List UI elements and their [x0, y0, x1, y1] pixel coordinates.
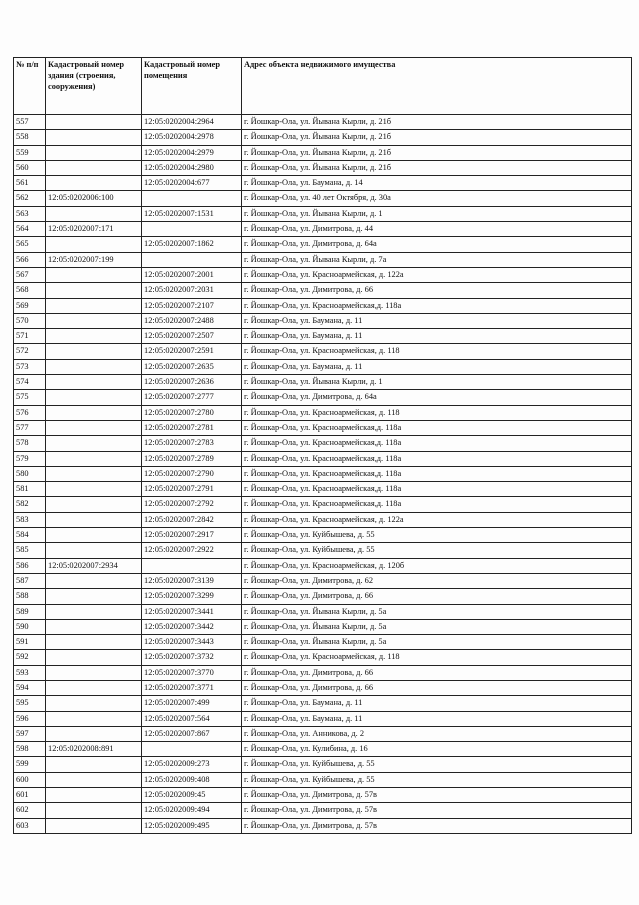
header-row: [14, 58, 632, 115]
row-number-cell: 585: [14, 543, 46, 558]
building-cadastral-cell: [46, 420, 142, 435]
premises-cadastral-cell: 12:05:0202009:495: [142, 818, 242, 833]
premises-cadastral-cell: 12:05:0202007:2636: [142, 375, 242, 390]
table-row: [14, 635, 632, 650]
row-number-cell: 598: [14, 742, 46, 757]
address-cell: г. Йошкар-Ола, ул. Красноармейская, д. 118: [242, 650, 632, 665]
building-cadastral-cell: [46, 375, 142, 390]
building-cadastral-cell: [46, 635, 142, 650]
building-cadastral-cell: [46, 344, 142, 359]
building-cadastral-cell: [46, 145, 142, 160]
building-cadastral-cell: [46, 573, 142, 588]
building-cadastral-cell: [46, 711, 142, 726]
address-cell: г. Йошкар-Ола, ул. Куйбышева, д. 55: [242, 757, 632, 772]
row-number-cell: 581: [14, 482, 46, 497]
building-cadastral-cell: [46, 390, 142, 405]
building-cadastral-cell: [46, 482, 142, 497]
row-number-cell: 600: [14, 772, 46, 787]
building-cadastral-cell: [46, 696, 142, 711]
address-cell: г. Йошкар-Ола, ул. Красноармейская,д. 118а: [242, 420, 632, 435]
premises-cadastral-cell: [142, 742, 242, 757]
building-cadastral-cell: [46, 283, 142, 298]
address-cell: г. Йошкар-Ола, ул. Красноармейская, д. 120б: [242, 558, 632, 573]
table-row: [14, 176, 632, 191]
row-number-cell: 592: [14, 650, 46, 665]
table-row: [14, 696, 632, 711]
address-cell: г. Йошкар-Ола, ул. Баумана, д. 11: [242, 711, 632, 726]
address-cell: г. Йошкар-Ола, ул. Йывана Кырли, д. 1: [242, 375, 632, 390]
address-cell: г. Йошкар-Ола, ул. Красноармейская,д. 118а: [242, 451, 632, 466]
premises-cadastral-cell: 12:05:0202007:2107: [142, 298, 242, 313]
table-row: [14, 726, 632, 741]
table-row: [14, 237, 632, 252]
premises-cadastral-cell: 12:05:0202004:2980: [142, 160, 242, 175]
row-number-cell: 564: [14, 222, 46, 237]
row-number-cell: 589: [14, 604, 46, 619]
address-cell: г. Йошкар-Ола, ул. Красноармейская, д. 122а: [242, 267, 632, 282]
building-cadastral-cell: [46, 512, 142, 527]
building-cadastral-cell: [46, 589, 142, 604]
row-number-cell: 558: [14, 130, 46, 145]
row-number-cell: 579: [14, 451, 46, 466]
address-cell: г. Йошкар-Ола, ул. Красноармейская,д. 118а: [242, 466, 632, 481]
address-cell: г. Йошкар-Ола, ул. Йывана Кырли, д. 5а: [242, 604, 632, 619]
row-number-cell: 587: [14, 573, 46, 588]
row-number-cell: 561: [14, 176, 46, 191]
table-row: [14, 130, 632, 145]
premises-cadastral-cell: 12:05:0202007:1862: [142, 237, 242, 252]
row-number-cell: 601: [14, 788, 46, 803]
building-cadastral-cell: [46, 405, 142, 420]
premises-cadastral-cell: 12:05:0202007:2791: [142, 482, 242, 497]
row-number-cell: 569: [14, 298, 46, 313]
row-number-cell: 591: [14, 635, 46, 650]
premises-cadastral-cell: 12:05:0202007:3299: [142, 589, 242, 604]
building-cadastral-cell: [46, 726, 142, 741]
table-row: [14, 267, 632, 282]
building-cadastral-cell: [46, 619, 142, 634]
premises-cadastral-cell: 12:05:0202007:3770: [142, 665, 242, 680]
building-cadastral-cell: [46, 359, 142, 374]
premises-cadastral-cell: [142, 558, 242, 573]
building-cadastral-cell: [46, 176, 142, 191]
table-row: [14, 160, 632, 175]
row-number-cell: 567: [14, 267, 46, 282]
row-number-cell: 594: [14, 680, 46, 695]
premises-cadastral-cell: 12:05:0202007:2777: [142, 390, 242, 405]
building-cadastral-cell: [46, 650, 142, 665]
building-cadastral-cell: [46, 313, 142, 328]
address-cell: г. Йошкар-Ола, ул. Красноармейская, д. 122а: [242, 512, 632, 527]
table-row: [14, 451, 632, 466]
premises-cadastral-cell: 12:05:0202007:2792: [142, 497, 242, 512]
premises-cadastral-cell: [142, 222, 242, 237]
row-number-cell: 597: [14, 726, 46, 741]
table-row: [14, 145, 632, 160]
premises-cadastral-cell: 12:05:0202007:3732: [142, 650, 242, 665]
row-number-cell: 595: [14, 696, 46, 711]
address-cell: г. Йошкар-Ола, ул. Йывана Кырли, д. 21б: [242, 160, 632, 175]
premises-cadastral-cell: 12:05:0202007:1531: [142, 206, 242, 221]
building-cadastral-cell: [46, 329, 142, 344]
header-row-number: № п/п: [14, 58, 46, 115]
premises-cadastral-cell: 12:05:0202007:2789: [142, 451, 242, 466]
building-cadastral-cell: [46, 237, 142, 252]
premises-cadastral-cell: 12:05:0202007:2917: [142, 528, 242, 543]
address-cell: г. Йошкар-Ола, ул. Димитрова, д. 57в: [242, 818, 632, 833]
address-cell: г. Йошкар-Ола, ул. Йывана Кырли, д. 21б: [242, 145, 632, 160]
table-row: [14, 344, 632, 359]
premises-cadastral-cell: 12:05:0202009:408: [142, 772, 242, 787]
table-row: [14, 512, 632, 527]
building-cadastral-cell: [46, 436, 142, 451]
premises-cadastral-cell: 12:05:0202004:2978: [142, 130, 242, 145]
table-row: [14, 772, 632, 787]
premises-cadastral-cell: 12:05:0202007:867: [142, 726, 242, 741]
premises-cadastral-cell: 12:05:0202007:3443: [142, 635, 242, 650]
premises-cadastral-cell: 12:05:0202007:2507: [142, 329, 242, 344]
table-row: [14, 313, 632, 328]
premises-cadastral-cell: 12:05:0202009:494: [142, 803, 242, 818]
address-cell: г. Йошкар-Ола, ул. Димитрова, д. 64а: [242, 237, 632, 252]
row-number-cell: 563: [14, 206, 46, 221]
address-cell: г. Йошкар-Ола, ул. Красноармейская,д. 118а: [242, 436, 632, 451]
address-cell: г. Йошкар-Ола, ул. Анникова, д. 2: [242, 726, 632, 741]
table-row: [14, 420, 632, 435]
table-row: [14, 803, 632, 818]
premises-cadastral-cell: 12:05:0202007:2781: [142, 420, 242, 435]
address-cell: г. Йошкар-Ола, ул. Баумана, д. 11: [242, 329, 632, 344]
building-cadastral-cell: 12:05:0202008:891: [46, 742, 142, 757]
table-row: [14, 742, 632, 757]
row-number-cell: 590: [14, 619, 46, 634]
building-cadastral-cell: [46, 680, 142, 695]
row-number-cell: 565: [14, 237, 46, 252]
row-number-cell: 557: [14, 115, 46, 130]
address-cell: г. Йошкар-Ола, ул. Димитрова, д. 57в: [242, 803, 632, 818]
table-row: [14, 604, 632, 619]
row-number-cell: 586: [14, 558, 46, 573]
building-cadastral-cell: [46, 160, 142, 175]
row-number-cell: 588: [14, 589, 46, 604]
row-number-cell: 583: [14, 512, 46, 527]
address-cell: г. Йошкар-Ола, ул. Куйбышева, д. 55: [242, 528, 632, 543]
table-row: [14, 589, 632, 604]
row-number-cell: 576: [14, 405, 46, 420]
address-cell: г. Йошкар-Ола, ул. Димитрова, д. 66: [242, 680, 632, 695]
row-number-cell: 596: [14, 711, 46, 726]
row-number-cell: 578: [14, 436, 46, 451]
table-row: [14, 252, 632, 267]
table-row: [14, 283, 632, 298]
row-number-cell: 559: [14, 145, 46, 160]
address-cell: г. Йошкар-Ола, ул. Куйбышева, д. 55: [242, 772, 632, 787]
building-cadastral-cell: [46, 772, 142, 787]
building-cadastral-cell: [46, 757, 142, 772]
address-cell: г. Йошкар-Ола, ул. Красноармейская, д. 118: [242, 344, 632, 359]
premises-cadastral-cell: 12:05:0202007:3139: [142, 573, 242, 588]
table-row: [14, 680, 632, 695]
premises-cadastral-cell: 12:05:0202007:2031: [142, 283, 242, 298]
building-cadastral-cell: [46, 803, 142, 818]
premises-cadastral-cell: 12:05:0202007:3442: [142, 619, 242, 634]
row-number-cell: 599: [14, 757, 46, 772]
address-cell: г. Йошкар-Ола, ул. Йывана Кырли, д. 5а: [242, 619, 632, 634]
address-cell: г. Йошкар-Ола, ул. Йывана Кырли, д. 5а: [242, 635, 632, 650]
address-cell: г. Йошкар-Ола, ул. Димитрова, д. 66: [242, 283, 632, 298]
building-cadastral-cell: [46, 497, 142, 512]
table-row: [14, 436, 632, 451]
premises-cadastral-cell: 12:05:0202007:564: [142, 711, 242, 726]
address-cell: г. Йошкар-Ола, ул. Баумана, д. 11: [242, 313, 632, 328]
address-cell: г. Йошкар-Ола, ул. Куйбышева, д. 55: [242, 543, 632, 558]
table-row: [14, 757, 632, 772]
table-row: [14, 298, 632, 313]
premises-cadastral-cell: [142, 191, 242, 206]
row-number-cell: 566: [14, 252, 46, 267]
address-cell: г. Йошкар-Ола, ул. Баумана, д. 11: [242, 359, 632, 374]
premises-cadastral-cell: [142, 252, 242, 267]
table-row: [14, 818, 632, 833]
building-cadastral-cell: [46, 298, 142, 313]
building-cadastral-cell: [46, 528, 142, 543]
premises-cadastral-cell: 12:05:0202004:2964: [142, 115, 242, 130]
property-register-table: [13, 57, 632, 834]
building-cadastral-cell: [46, 130, 142, 145]
building-cadastral-cell: 12:05:0202007:199: [46, 252, 142, 267]
table-row: [14, 191, 632, 206]
address-cell: г. Йошкар-Ола, ул. Баумана, д. 11: [242, 696, 632, 711]
table-row: [14, 405, 632, 420]
table-row: [14, 375, 632, 390]
building-cadastral-cell: [46, 267, 142, 282]
table-row: [14, 497, 632, 512]
premises-cadastral-cell: 12:05:0202007:2001: [142, 267, 242, 282]
row-number-cell: 584: [14, 528, 46, 543]
address-cell: г. Йошкар-Ола, ул. Димитрова, д. 66: [242, 589, 632, 604]
building-cadastral-cell: [46, 818, 142, 833]
premises-cadastral-cell: 12:05:0202007:2790: [142, 466, 242, 481]
address-cell: г. Йошкар-Ола, ул. Димитрова, д. 57в: [242, 788, 632, 803]
building-cadastral-cell: [46, 543, 142, 558]
row-number-cell: 572: [14, 344, 46, 359]
premises-cadastral-cell: 12:05:0202007:2842: [142, 512, 242, 527]
row-number-cell: 580: [14, 466, 46, 481]
address-cell: г. Йошкар-Ола, ул. Йывана Кырли, д. 1: [242, 206, 632, 221]
building-cadastral-cell: [46, 788, 142, 803]
row-number-cell: 582: [14, 497, 46, 512]
premises-cadastral-cell: 12:05:0202007:2635: [142, 359, 242, 374]
row-number-cell: 573: [14, 359, 46, 374]
address-cell: г. Йошкар-Ола, ул. Димитрова, д. 44: [242, 222, 632, 237]
address-cell: г. Йошкар-Ола, ул. Димитрова, д. 66: [242, 665, 632, 680]
premises-cadastral-cell: 12:05:0202007:499: [142, 696, 242, 711]
table-row: [14, 619, 632, 634]
row-number-cell: 593: [14, 665, 46, 680]
row-number-cell: 602: [14, 803, 46, 818]
building-cadastral-cell: [46, 665, 142, 680]
premises-cadastral-cell: 12:05:0202007:2780: [142, 405, 242, 420]
address-cell: г. Йошкар-Ола, ул. Красноармейская,д. 118а: [242, 497, 632, 512]
table-row: [14, 573, 632, 588]
table-row: [14, 390, 632, 405]
table-row: [14, 650, 632, 665]
table-row: [14, 558, 632, 573]
building-cadastral-cell: 12:05:0202007:171: [46, 222, 142, 237]
address-cell: г. Йошкар-Ола, ул. Димитрова, д. 64а: [242, 390, 632, 405]
premises-cadastral-cell: 12:05:0202009:273: [142, 757, 242, 772]
premises-cadastral-cell: 12:05:0202009:45: [142, 788, 242, 803]
table-row: [14, 359, 632, 374]
row-number-cell: 575: [14, 390, 46, 405]
premises-cadastral-cell: 12:05:0202007:2922: [142, 543, 242, 558]
address-cell: г. Йошкар-Ола, ул. Йывана Кырли, д. 7а: [242, 252, 632, 267]
premises-cadastral-cell: 12:05:0202004:2979: [142, 145, 242, 160]
premises-cadastral-cell: 12:05:0202007:3441: [142, 604, 242, 619]
table-row: [14, 711, 632, 726]
building-cadastral-cell: [46, 604, 142, 619]
address-cell: г. Йошкар-Ола, ул. Йывана Кырли, д. 21б: [242, 115, 632, 130]
table-row: [14, 543, 632, 558]
row-number-cell: 562: [14, 191, 46, 206]
address-cell: г. Йошкар-Ола, ул. Баумана, д. 14: [242, 176, 632, 191]
table-row: [14, 528, 632, 543]
address-cell: г. Йошкар-Ола, ул. Кулибина, д. 16: [242, 742, 632, 757]
row-number-cell: 577: [14, 420, 46, 435]
table-row: [14, 115, 632, 130]
building-cadastral-cell: 12:05:0202006:100: [46, 191, 142, 206]
table-body: [14, 115, 632, 834]
row-number-cell: 570: [14, 313, 46, 328]
table-row: [14, 482, 632, 497]
row-number-cell: 568: [14, 283, 46, 298]
row-number-cell: 574: [14, 375, 46, 390]
building-cadastral-cell: [46, 115, 142, 130]
building-cadastral-cell: [46, 206, 142, 221]
header-address: Адрес объекта недвижимого имущества: [242, 58, 632, 115]
premises-cadastral-cell: 12:05:0202007:2488: [142, 313, 242, 328]
building-cadastral-cell: 12:05:0202007:2934: [46, 558, 142, 573]
header-premises-cadastral-number: Кадастровый номер помещения: [142, 58, 242, 115]
address-cell: г. Йошкар-Ола, ул. Йывана Кырли, д. 21б: [242, 130, 632, 145]
table-row: [14, 206, 632, 221]
building-cadastral-cell: [46, 466, 142, 481]
table-header: [14, 58, 632, 115]
address-cell: г. Йошкар-Ола, ул. 40 лет Октября, д. 30а: [242, 191, 632, 206]
table-row: [14, 222, 632, 237]
address-cell: г. Йошкар-Ола, ул. Димитрова, д. 62: [242, 573, 632, 588]
address-cell: г. Йошкар-Ола, ул. Красноармейская,д. 118а: [242, 482, 632, 497]
premises-cadastral-cell: 12:05:0202007:2783: [142, 436, 242, 451]
table-row: [14, 788, 632, 803]
table-row: [14, 466, 632, 481]
premises-cadastral-cell: 12:05:0202004:677: [142, 176, 242, 191]
header-building-cadastral-number: Кадастровый номер здания (строения, сооружения): [46, 58, 142, 115]
address-cell: г. Йошкар-Ола, ул. Красноармейская,д. 118а: [242, 298, 632, 313]
row-number-cell: 603: [14, 818, 46, 833]
row-number-cell: 571: [14, 329, 46, 344]
table-row: [14, 329, 632, 344]
premises-cadastral-cell: 12:05:0202007:3771: [142, 680, 242, 695]
premises-cadastral-cell: 12:05:0202007:2591: [142, 344, 242, 359]
row-number-cell: 560: [14, 160, 46, 175]
building-cadastral-cell: [46, 451, 142, 466]
table-row: [14, 665, 632, 680]
address-cell: г. Йошкар-Ола, ул. Красноармейская, д. 118: [242, 405, 632, 420]
